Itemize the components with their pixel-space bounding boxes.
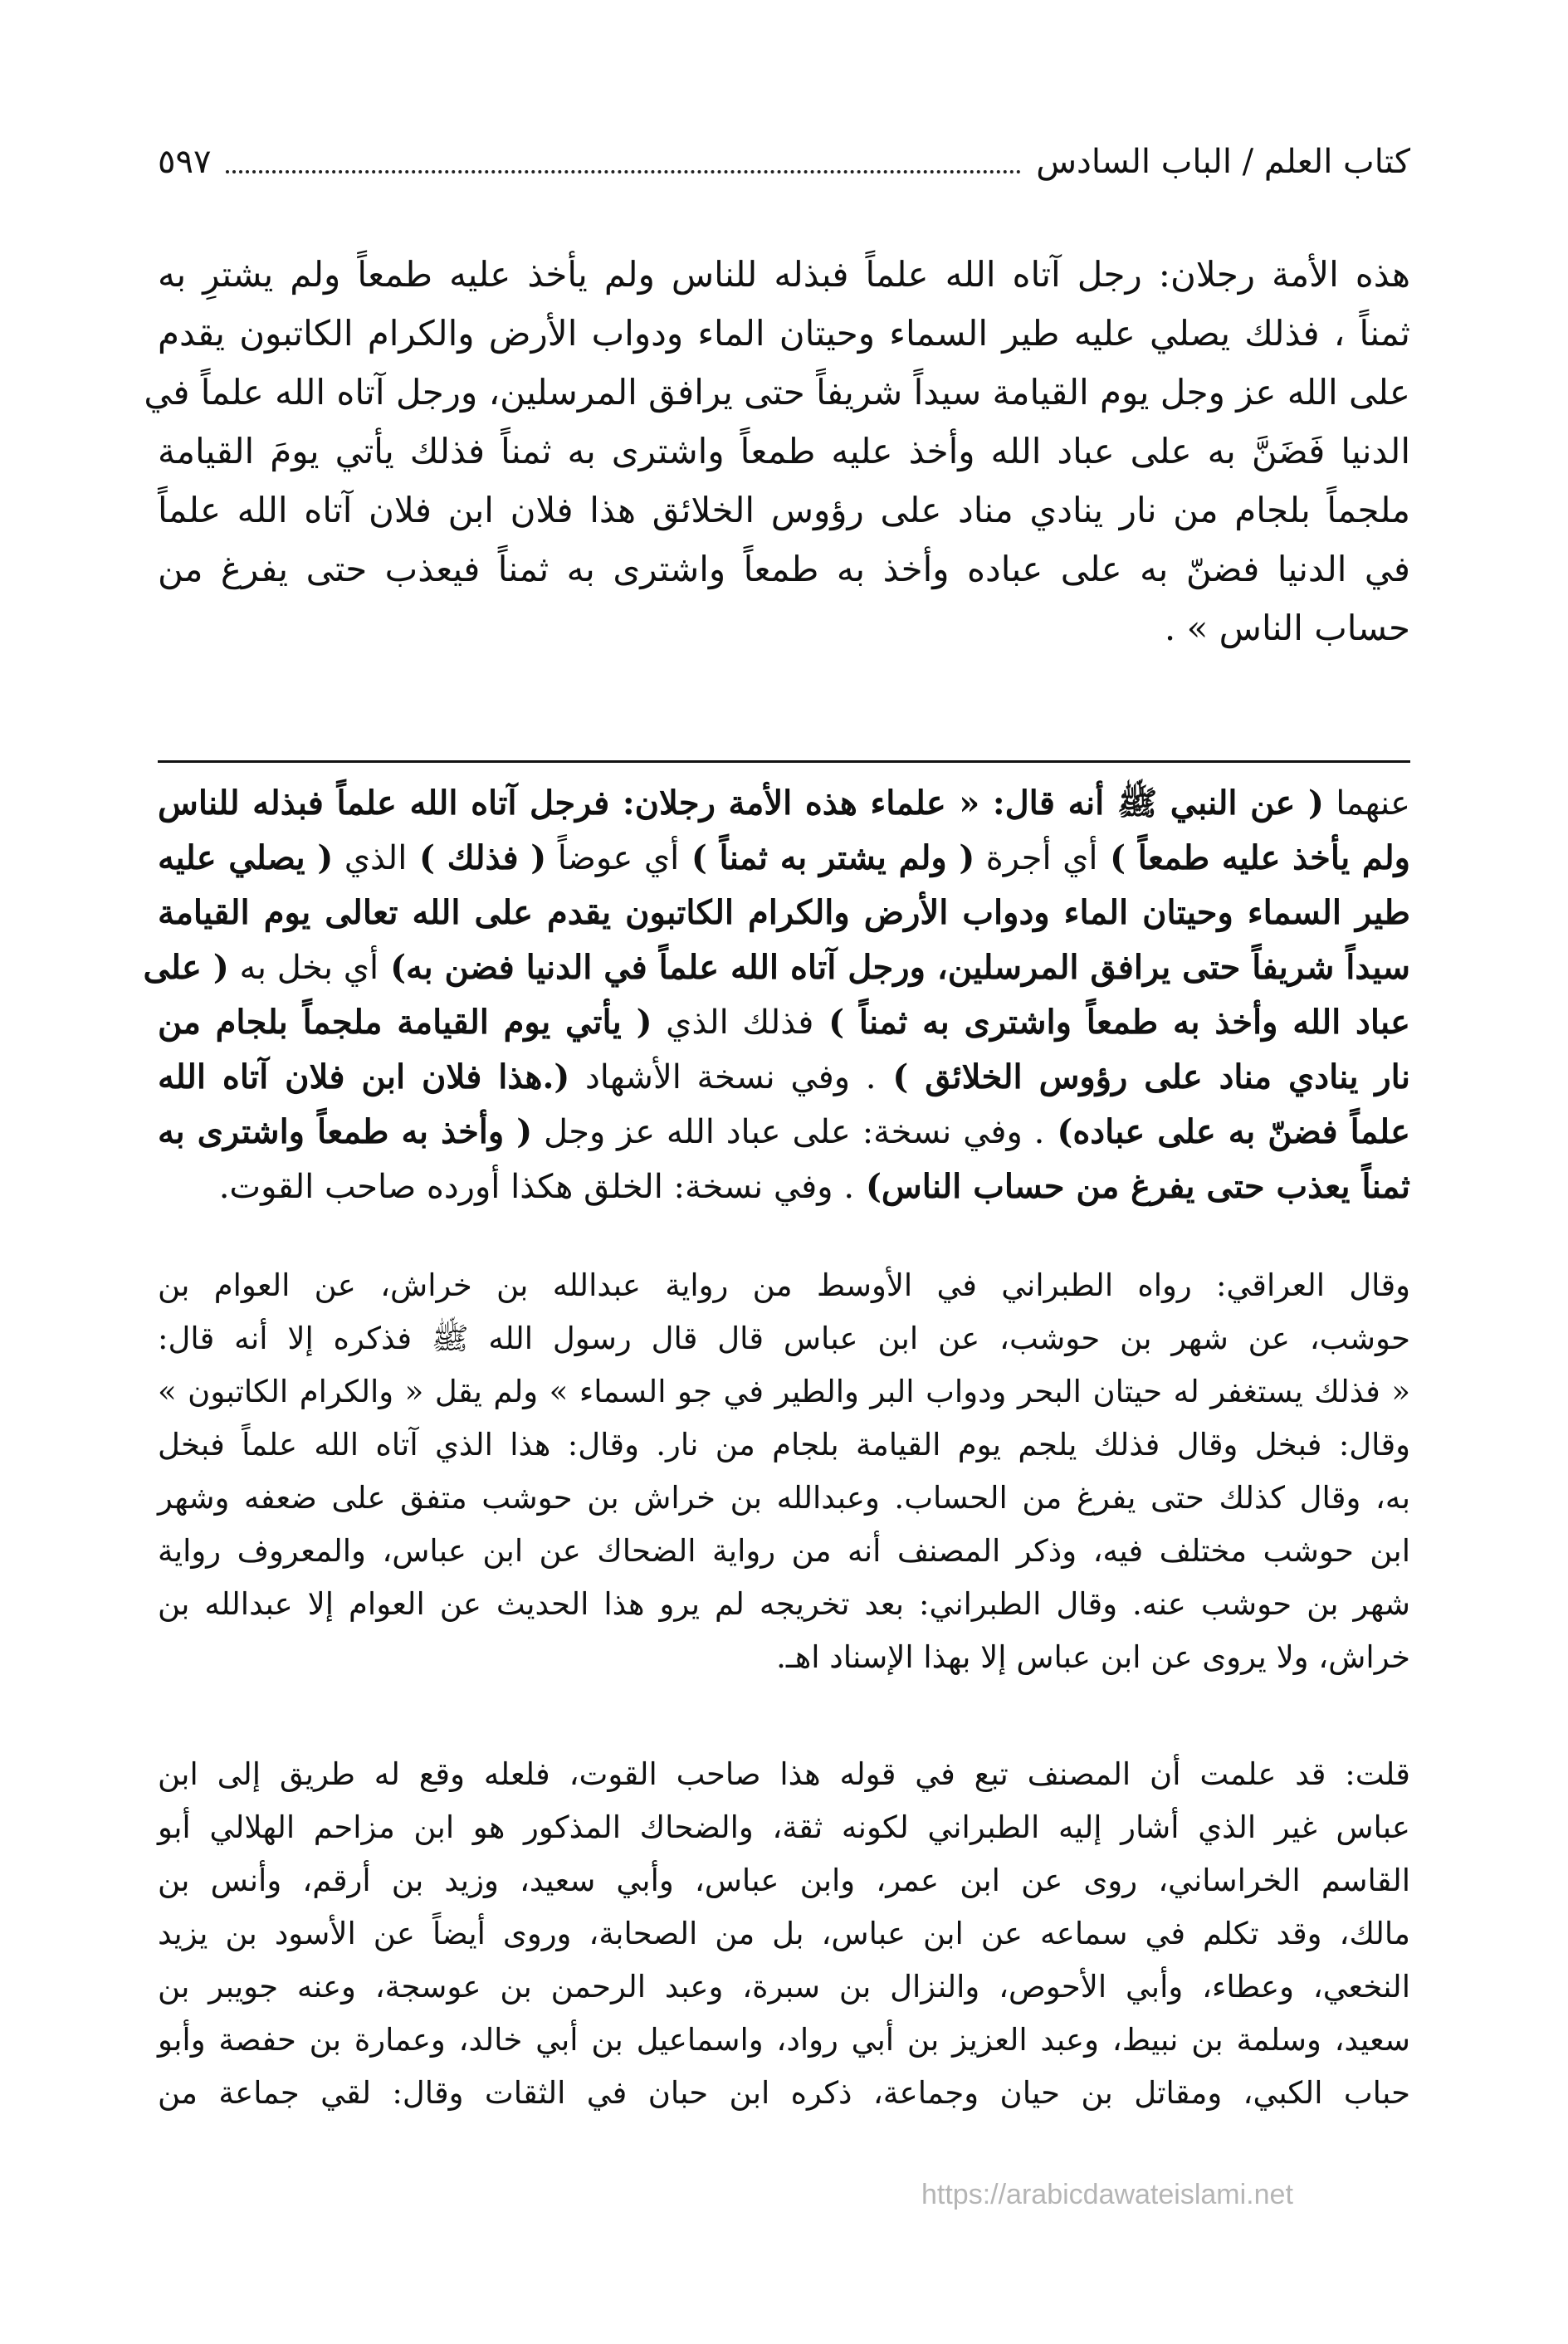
commentary-segment: . وفي نسخة الأشهاد [569, 1058, 877, 1096]
note-line: ابن حوشب مختلف فيه، وذكر المصنف أنه من رواية الضحاك عن ابن عباس، والمعروف رواية [158, 1533, 1410, 1569]
quoted-hadith-segment: (.هذا فلان ابن فلان آتاه الله [158, 1057, 570, 1096]
commentary-line [158, 886, 1410, 940]
commentary-line [158, 1105, 1410, 1160]
commentary-segment: عنهما [1323, 784, 1410, 823]
quoted-hadith-segment: علماً فضنّ به على عباده) [1044, 1112, 1411, 1151]
quoted-hadith-segment: نار ينادي مناد على رؤوس الخلائق ) [876, 1057, 1410, 1096]
remark-line: سعيد، وسلمة بن نبيط، وعبد العزيز بن أبي رواد، واسماعيل بن أبي خالد، وعمارة بن حفصة وأبو [158, 2022, 1410, 2058]
quoted-hadith-segment: ( ولم يشتر به ثمناً ) [679, 838, 975, 877]
commentary-segment: أي أجرة [975, 839, 1098, 877]
commentary-segment: فذلك الذي [652, 1004, 814, 1042]
hadith-text [144, 245, 1410, 657]
quoted-hadith-segment: ( يأتي يوم القيامة ملجماً بلجام من [158, 1003, 652, 1042]
commentary-segment: . وفي نسخة: على عباد الله عز وجل [532, 1113, 1045, 1151]
watermark-url: https://arabicdawateislami.net [921, 2179, 1293, 2210]
remark-line: القاسم الخراساني، روى عن ابن عمر، وابن عباس، وأبي سعيد، وزيد بن أرقم، وأنس بن [158, 1863, 1410, 1898]
running-head-title: كتاب العلم / الباب السادس [1036, 143, 1410, 181]
quoted-hadith-segment: ( عن النبي ﷺ أنه قال: « علماء هذه الأمة رجلان: فرجل آتاه الله علماً فبذله للناس [158, 784, 1324, 823]
remark-line: النخعي، وعطاء، وأبي الأحوص، والنزال بن سبرة، وعبد الرحمن بن عوسجة، وعنه جويبر بن [158, 1969, 1410, 2005]
quoted-hadith-segment: ( وأخذ به طمعاً واشترى به [158, 1112, 533, 1151]
quoted-hadith-segment: ( على [143, 948, 229, 987]
running-head [158, 133, 1410, 191]
commentary-segment: . وفي نسخة: الخلق هكذا أورده صاحب القوت. [218, 1168, 855, 1206]
hadith-line: في الدنيا فضنّ به على عباده وأخذ به طمعاً واشترى به ثمناً فيعذب حتى يفرغ من [158, 549, 1410, 589]
note-line: به، وقال كذلك حتى يفرغ من الحساب. وعبدالله بن خراش بن حوشب متفق على ضعفه وشهر [158, 1480, 1410, 1516]
note-line: وقال: فبخل وقال فذلك يلجم يوم القيامة بلجام من نار. وقال: هذا الذي آتاه الله علماً فبخل [158, 1427, 1410, 1463]
commentary-line [158, 776, 1410, 831]
commentary-segment: الذي [333, 839, 408, 877]
quoted-hadith-segment: ( فذلك ) [407, 838, 547, 877]
remark-line: قلت: قد علمت أن المصنف تبع في قوله هذا صاحب القوت، فلعله وقع له طريق إلى ابن [158, 1756, 1410, 1792]
hadith-line: على الله عز وجل يوم القيامة سيداً شريفاً حتى يرافق المرسلين، ورجل آتاه الله علماً في [144, 372, 1410, 413]
quoted-hadith-segment: ( يصلي عليه [158, 838, 334, 877]
commentary-line [158, 1050, 1410, 1105]
note-line: وقال العراقي: رواه الطبراني في الأوسط من رواية عبدالله بن خراش، عن العوام بن [158, 1267, 1410, 1303]
remark-line: مالك، وقد تكلم في سماعه عن ابن عباس، بل من الصحابة، وروى أيضاً عن الأسود بن يزيد [158, 1916, 1410, 1951]
hadith-line: الدنيا فَضَنَّ به على عباد الله وأخذ عليه طمعاً واشترى به ثمناً فذلك يأتي يومَ القيامة [158, 431, 1410, 471]
section-divider [158, 760, 1410, 763]
author-remark [158, 1748, 1410, 2120]
commentary-line [158, 831, 1410, 886]
quoted-hadith-segment: عباد الله وأخذ به طمعاً واشترى به ثمناً ) [813, 1003, 1410, 1042]
hadith-line: هذه الأمة رجلان: رجل آتاه الله علماً فبذله للناس ولم يأخذ عليه طمعاً ولم يشترِ به [158, 254, 1410, 295]
running-head-leader-dots [226, 150, 1021, 173]
commentary-segment: أي عوضاً [546, 839, 680, 877]
hadith-line: ملجماً بلجام من نار ينادي مناد على رؤوس الخلائق هذا فلان ابن فلان آتاه الله علماً [158, 490, 1410, 530]
commentary-line [158, 995, 1410, 1050]
commentary-line [158, 1160, 1410, 1214]
commentary-line [143, 940, 1410, 995]
remark-line: عباس غير الذي أشار إليه الطبراني لكونه ثقة، والضحاك المذكور هو ابن مزاحم الهلالي أبو [158, 1809, 1410, 1845]
remark-line: حباب الكبي، ومقاتل بن حيان وجماعة، ذكره ابن حبان في الثقات وقال: لقي جماعة من [158, 2075, 1410, 2111]
note-line: « فذلك يستغفر له حيتان البحر ودواب البر والطير في جو السماء » ولم يقل « والكرام الكاتبون » [158, 1374, 1410, 1409]
note-line: حوشب، عن شهر بن حوشب، عن ابن عباس قال قال رسول الله ﷺ فذكره إلا أنه قال: [158, 1321, 1410, 1356]
page-number: ٥٩٧ [158, 143, 212, 181]
quoted-hadith-segment: طير السماء وحيتان الماء ودواب الأرض والكرام الكاتبون يقدم على الله تعالى يوم القيامة [158, 893, 1410, 932]
quoted-hadith-segment: سيداً شريفاً حتى يرافق المرسلين، ورجل آتاه الله علماً في الدنيا فضن به) [379, 948, 1410, 987]
note-line: شهر بن حوشب عنه. وقال الطبراني: بعد تخريجه لم يرو هذا الحديث عن العوام إلا عبدالله بن [158, 1586, 1410, 1622]
quoted-hadith-segment: ولم يأخذ عليه طمعاً ) [1097, 838, 1410, 877]
commentary-text [143, 776, 1411, 1214]
hadith-line: ثمناً ، فذلك يصلي عليه طير السماء وحيتان الماء ودواب الأرض والكرام الكاتبون يقدم [158, 313, 1410, 354]
quoted-hadith-segment: ثمناً يعذب حتى يفرغ من حساب الناس) [854, 1167, 1410, 1206]
note-line: خراش، ولا يروى عن ابن عباس إلا بهذا الإسناد اهـ. [776, 1639, 1410, 1675]
commentary-segment: أي بخل به [228, 949, 379, 987]
iraqi-note [158, 1259, 1410, 1684]
hadith-line: حساب الناس » . [1164, 608, 1410, 648]
